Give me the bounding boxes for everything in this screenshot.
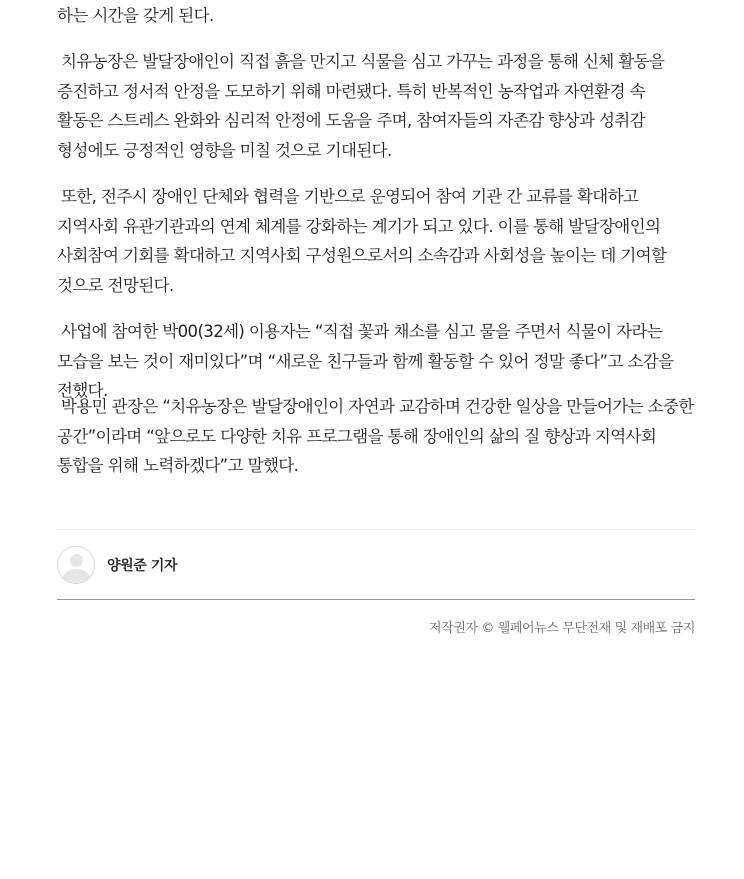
byline-top-divider <box>57 529 695 530</box>
article-paragraph: 또한, 전주시 장애인 단체와 협력을 기반으로 운영되어 참여 기관 간 교류를 확대하고 지역사회 유관기관과의 연계 체계를 강화하는 계기가 되고 있다. 이를 통해 발달장애인의 사회참여 기회를 확대하고 지역사회 구성원으로서의 소속감과 사회성을 높이는 데 기여할 것으로 전망된다. <box>57 187 667 295</box>
reporter-name-link[interactable]: 양원준 기자 <box>107 558 178 574</box>
avatar-shoulders-shape <box>63 569 90 584</box>
article-paragraph: 치유농장은 발달장애인이 직접 흙을 만지고 식물을 심고 가꾸는 과정을 통해 신체 활동을 증진하고 정서적 안정을 도모하기 위해 마련됐다. 특히 반복적인 농작업과 자연환경 속 활동은 스트레스 완화와 심리적 안정에 도움을 주며, 참여자들의 자존감 향상과 성취감 형성에도 긍정적인 영향을 미칠 것으로 기대된다. <box>57 52 665 160</box>
byline-bottom-divider <box>57 599 695 600</box>
article-paragraph: 박용민 관장은 “치유농장은 발달장애인이 자연과 교감하며 건강한 일상을 만들어가는 소중한 공간”이라며 “앞으로도 다양한 치유 프로그램을 통해 장애인의 삶의 질 향상과 지역사회 통합을 위해 노력하겠다”고 말했다. <box>57 397 694 475</box>
avatar-head-shape <box>70 554 83 567</box>
copyright-notice: 저작권자 © 웰페어뉴스 무단전재 및 재배포 금지 <box>429 621 695 636</box>
article-paragraph: 하는 시간을 갖게 된다. <box>57 6 214 25</box>
article-paragraph: 사업에 참여한 박00(32세) 이용자는 “직접 꽃과 채소를 심고 물을 주면서 식물이 자라는 모습을 보는 것이 재미있다”며 “새로운 친구들과 함께 활동할 수 있어 정말 좋다”고 소감을 전했다. <box>57 322 674 400</box>
user-avatar-icon[interactable] <box>57 546 95 584</box>
reporter-byline[interactable] <box>57 545 177 585</box>
